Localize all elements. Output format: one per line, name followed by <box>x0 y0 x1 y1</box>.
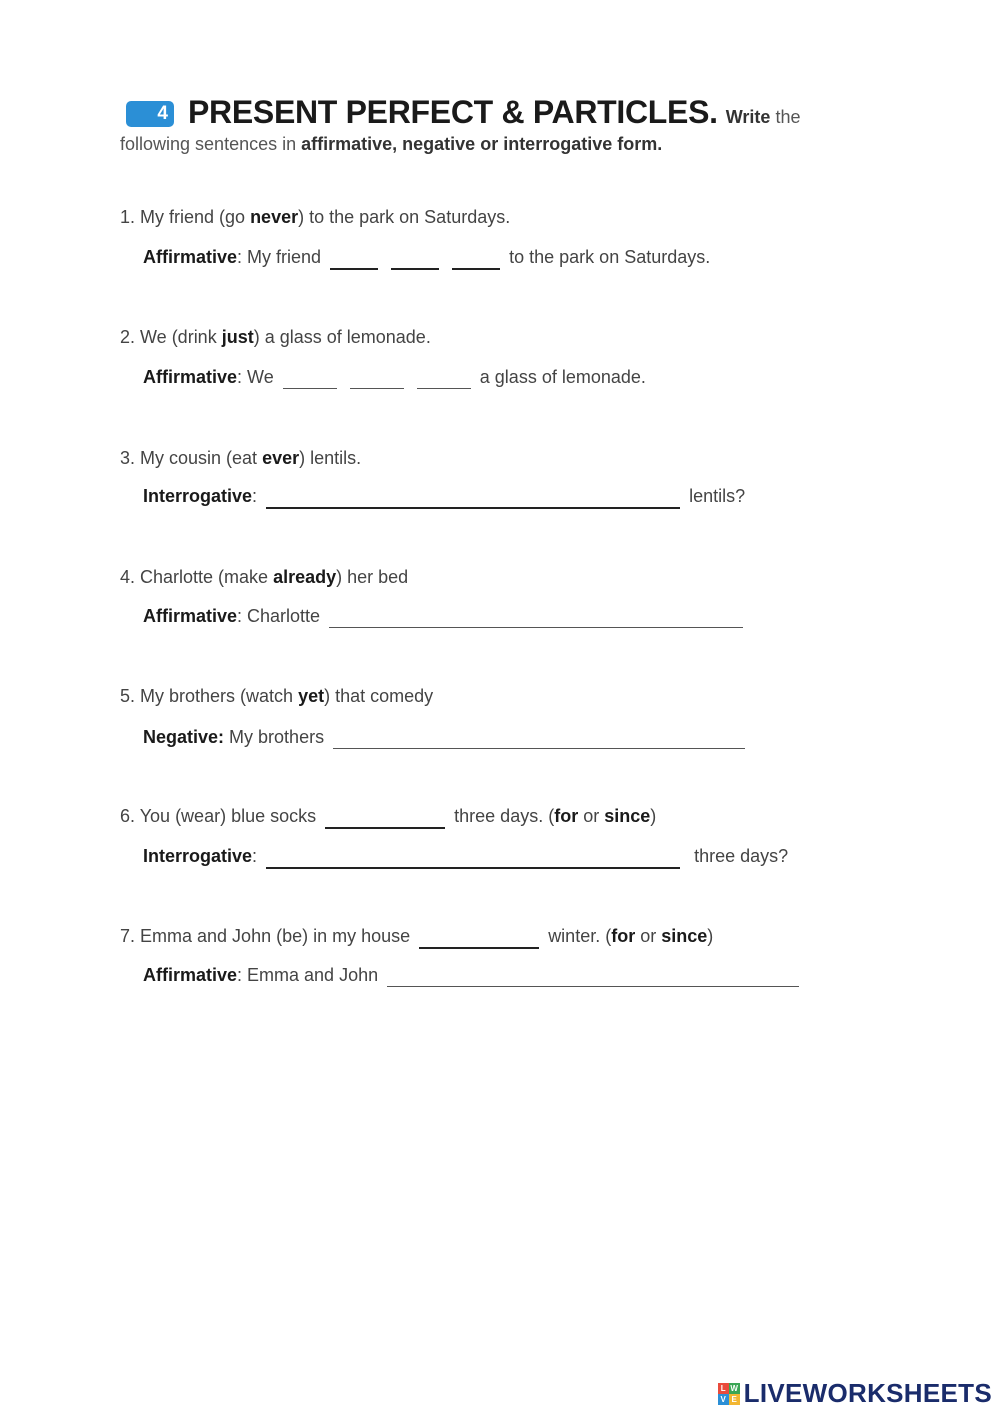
liveworksheets-logo <box>718 1378 992 1409</box>
answer-6: Interrogative: three days? <box>143 846 788 869</box>
liveworksheets-logo-text: LIVEWORKSHEETS <box>743 1378 992 1408</box>
exercise-title: PRESENT PERFECT & PARTICLES. <box>188 94 718 130</box>
answer-3-blank[interactable] <box>266 489 680 509</box>
answer-7-blank[interactable] <box>387 968 799 987</box>
exercise-number-badge: 4 <box>126 101 174 127</box>
answer-2-blank-3[interactable] <box>417 370 471 389</box>
question-5: 5. My brothers (watch yet) that comedy <box>120 686 434 706</box>
answer-7: Affirmative: Emma and John <box>143 965 803 987</box>
answer-6-blank[interactable] <box>266 849 680 869</box>
question-6-for-since-blank[interactable] <box>325 809 445 829</box>
instruction-line2: following sentences in affirmative, negative or interrogative form. <box>120 134 663 154</box>
answer-1-blank-3[interactable] <box>452 250 500 270</box>
answer-4: Affirmative: Charlotte <box>143 606 747 628</box>
answer-3: Interrogative: lentils? <box>143 486 745 509</box>
question-3: 3. My cousin (eat ever) lentils. <box>120 448 362 468</box>
exercise-header <box>126 94 886 131</box>
instruction-line1: Write the <box>725 107 801 127</box>
liveworksheets-logo-icon: L W V E <box>718 1383 740 1405</box>
answer-1: Affirmative: My friend to the park on Saturdays. <box>143 247 710 270</box>
question-2: 2. We (drink just) a glass of lemonade. <box>120 327 431 347</box>
answer-2: Affirmative: We a glass of lemonade. <box>143 367 646 387</box>
answer-1-blank-1[interactable] <box>330 250 378 270</box>
question-1: 1. My friend (go never) to the park on Saturdays. <box>120 207 511 227</box>
answer-5: Negative: My brothers <box>143 727 749 749</box>
answer-4-blank[interactable] <box>329 609 743 628</box>
question-7: 7. Emma and John (be) in my house winter. (for or since) <box>120 926 713 949</box>
question-4: 4. Charlotte (make already) her bed <box>120 567 409 587</box>
answer-1-blank-2[interactable] <box>391 250 439 270</box>
answer-2-blank-2[interactable] <box>350 370 404 389</box>
answer-5-blank[interactable] <box>333 730 745 749</box>
question-7-for-since-blank[interactable] <box>419 929 539 949</box>
answer-2-blank-1[interactable] <box>283 370 337 389</box>
question-6: 6. You (wear) blue socks three days. (for or since) <box>120 806 656 829</box>
